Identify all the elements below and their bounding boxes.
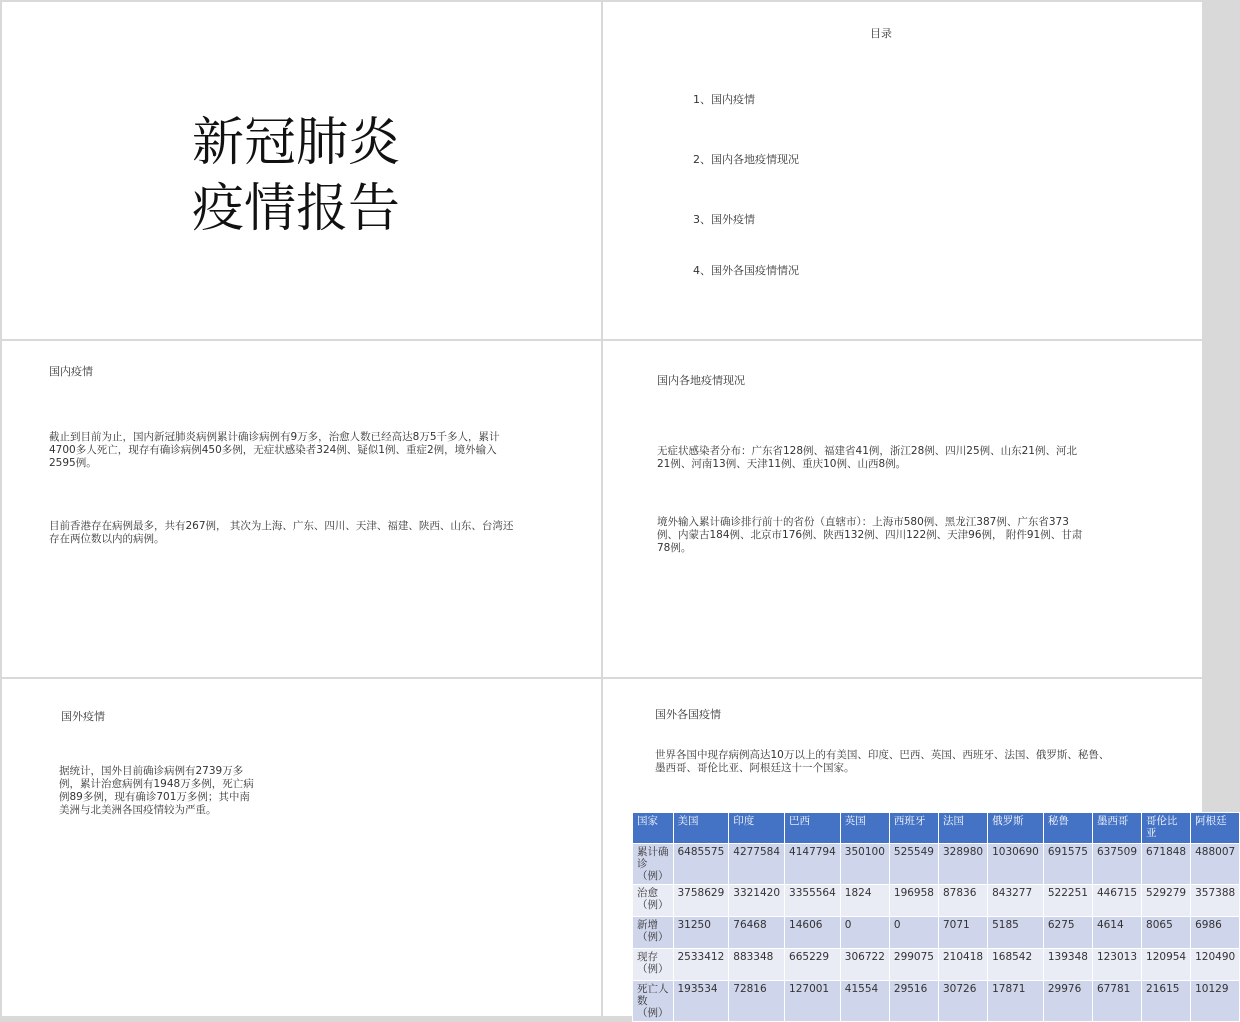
table-cell: 525549 (889, 844, 938, 885)
table-cell: 10129 (1191, 981, 1240, 1022)
table-cell: 357388 (1191, 885, 1240, 917)
toc-title: 目录 (870, 27, 892, 40)
table-cell: 67781 (1092, 981, 1141, 1022)
table-cell: 120490 (1191, 949, 1240, 981)
table-cell: 446715 (1092, 885, 1141, 917)
table-cell: 196958 (889, 885, 938, 917)
table-header-cell: 阿根廷 (1191, 813, 1240, 844)
table-cell: 17871 (988, 981, 1044, 1022)
table-row (633, 917, 1240, 949)
table-cell: 123013 (1092, 949, 1141, 981)
table-header-cell: 国家 (633, 813, 674, 844)
table-cell: 30726 (938, 981, 987, 1022)
table-cell: 72816 (729, 981, 785, 1022)
countries-table (632, 812, 1240, 1022)
table-cell: 691575 (1043, 844, 1092, 885)
table-cell: 新增（例） (633, 917, 674, 949)
domestic-summary: 截止到目前为止，国内新冠肺炎病例累计确诊病例有9万多，治愈人数已经高达8万5千多人，累计4700多人死亡，现存有确诊病例450多例，无症状感染者324例、疑似1例、重症2例，境外输入2595例。 (49, 431, 500, 469)
table-cell: 3321420 (729, 885, 785, 917)
toc-item-3: 3、国外疫情 (693, 213, 755, 226)
table-header-row (633, 813, 1240, 844)
table-cell: 0 (889, 917, 938, 949)
slide-heading: 国外疫情 (61, 710, 105, 723)
asymptomatic-distribution: 无症状感染者分布：广东省128例、福建省41例，浙江28例、四川25例、山东21例、河北21例、河南13例、天津11例、重庆10例、山西8例。 (657, 445, 1077, 470)
table-cell: 87836 (938, 885, 987, 917)
table-cell: 1030690 (988, 844, 1044, 885)
table-cell: 299075 (889, 949, 938, 981)
table-cell: 14606 (785, 917, 841, 949)
table-row (633, 844, 1240, 885)
table-cell: 21615 (1142, 981, 1191, 1022)
table-cell: 6485575 (673, 844, 729, 885)
table-cell: 522251 (1043, 885, 1092, 917)
report-title (192, 110, 400, 242)
table-cell: 4277584 (729, 844, 785, 885)
table-header-cell: 巴西 (785, 813, 841, 844)
overseas-summary: 据统计，国外目前确诊病例有2739万多例，累计治愈病例有1948万多例，死亡病例89多例，现有确诊701万多例；其中南美洲与北美洲各国疫情较为严重。 (59, 765, 254, 816)
table-cell: 843277 (988, 885, 1044, 917)
table-cell: 7071 (938, 917, 987, 949)
table-cell: 8065 (1142, 917, 1191, 949)
table-header-cell: 哥伦比亚 (1142, 813, 1191, 844)
toc-item-4: 4、国外各国疫情情况 (693, 264, 799, 277)
toc-item-1: 1、国内疫情 (693, 93, 755, 106)
slide-heading: 国内各地疫情现况 (657, 374, 745, 387)
table-cell: 3758629 (673, 885, 729, 917)
table-cell: 306722 (840, 949, 889, 981)
table-header-cell: 美国 (673, 813, 729, 844)
slide-title[interactable] (2, 2, 601, 339)
toc-item-2: 2、国内各地疫情现况 (693, 153, 799, 166)
table-cell: 127001 (785, 981, 841, 1022)
table-cell: 现存（例） (633, 949, 674, 981)
table-header-cell: 印度 (729, 813, 785, 844)
table-cell: 168542 (988, 949, 1044, 981)
table-header-cell: 俄罗斯 (988, 813, 1044, 844)
table-cell: 2533412 (673, 949, 729, 981)
slide-heading: 国内疫情 (49, 365, 93, 378)
table-cell: 治愈（例） (633, 885, 674, 917)
slide-toc[interactable] (603, 2, 1202, 339)
table-header-cell: 法国 (938, 813, 987, 844)
table-cell: 883348 (729, 949, 785, 981)
slide-countries[interactable] (603, 679, 1236, 1019)
table-row (633, 981, 1240, 1022)
table-cell: 350100 (840, 844, 889, 885)
domestic-regions: 目前香港存在病例最多，共有267例， 其次为上海、广东、四川、天津、福建、陕西、山东、台湾还存在两位数以内的病例。 (49, 520, 514, 545)
table-cell: 76468 (729, 917, 785, 949)
imported-cases-ranking: 境外输入累计确诊排行前十的省份（直辖市）：上海市580例、黑龙江387例、广东省373例、内蒙古184例、北京市176例、陕西132例、四川122例、天津96例， 附件91例、甘肃78例。 (657, 516, 1083, 554)
table-header-cell: 西班牙 (889, 813, 938, 844)
table-cell: 0 (840, 917, 889, 949)
report-title-line1: 新冠肺炎 (192, 113, 401, 173)
table-cell: 6986 (1191, 917, 1240, 949)
table-cell: 4614 (1092, 917, 1141, 949)
table-row (633, 885, 1240, 917)
table-cell: 29976 (1043, 981, 1092, 1022)
table-cell: 31250 (673, 917, 729, 949)
table-cell: 累计确诊（例） (633, 844, 674, 885)
table-cell: 193534 (673, 981, 729, 1022)
table-cell: 210418 (938, 949, 987, 981)
table-cell: 29516 (889, 981, 938, 1022)
table-cell: 4147794 (785, 844, 841, 885)
table-header-cell: 墨西哥 (1092, 813, 1141, 844)
table-cell: 529279 (1142, 885, 1191, 917)
report-title-line2: 疫情报告 (192, 179, 401, 239)
table-cell: 5185 (988, 917, 1044, 949)
table-row (633, 949, 1240, 981)
table-cell: 1824 (840, 885, 889, 917)
table-header-cell: 秘鲁 (1043, 813, 1092, 844)
table-cell: 120954 (1142, 949, 1191, 981)
table-cell: 3355564 (785, 885, 841, 917)
table-cell: 41554 (840, 981, 889, 1022)
table-cell: 488007 (1191, 844, 1240, 885)
table-cell: 328980 (938, 844, 987, 885)
table-cell: 637509 (1092, 844, 1141, 885)
table-cell: 665229 (785, 949, 841, 981)
table-cell: 671848 (1142, 844, 1191, 885)
table-cell: 139348 (1043, 949, 1092, 981)
slide-overseas[interactable] (2, 679, 601, 1016)
table-header-cell: 英国 (840, 813, 889, 844)
table-cell: 6275 (1043, 917, 1092, 949)
table-cell: 死亡人数（例） (633, 981, 674, 1022)
slide-domestic[interactable] (2, 341, 601, 677)
slide-domestic-regions[interactable] (603, 341, 1202, 677)
countries-summary: 世界各国中现存病例高达10万以上的有美国、印度、巴西、英国、西班牙、法国、俄罗斯、秘鲁、墨西哥、哥伦比亚、阿根廷这十一个国家。 (655, 749, 1110, 774)
slide-heading: 国外各国疫情 (655, 708, 721, 721)
